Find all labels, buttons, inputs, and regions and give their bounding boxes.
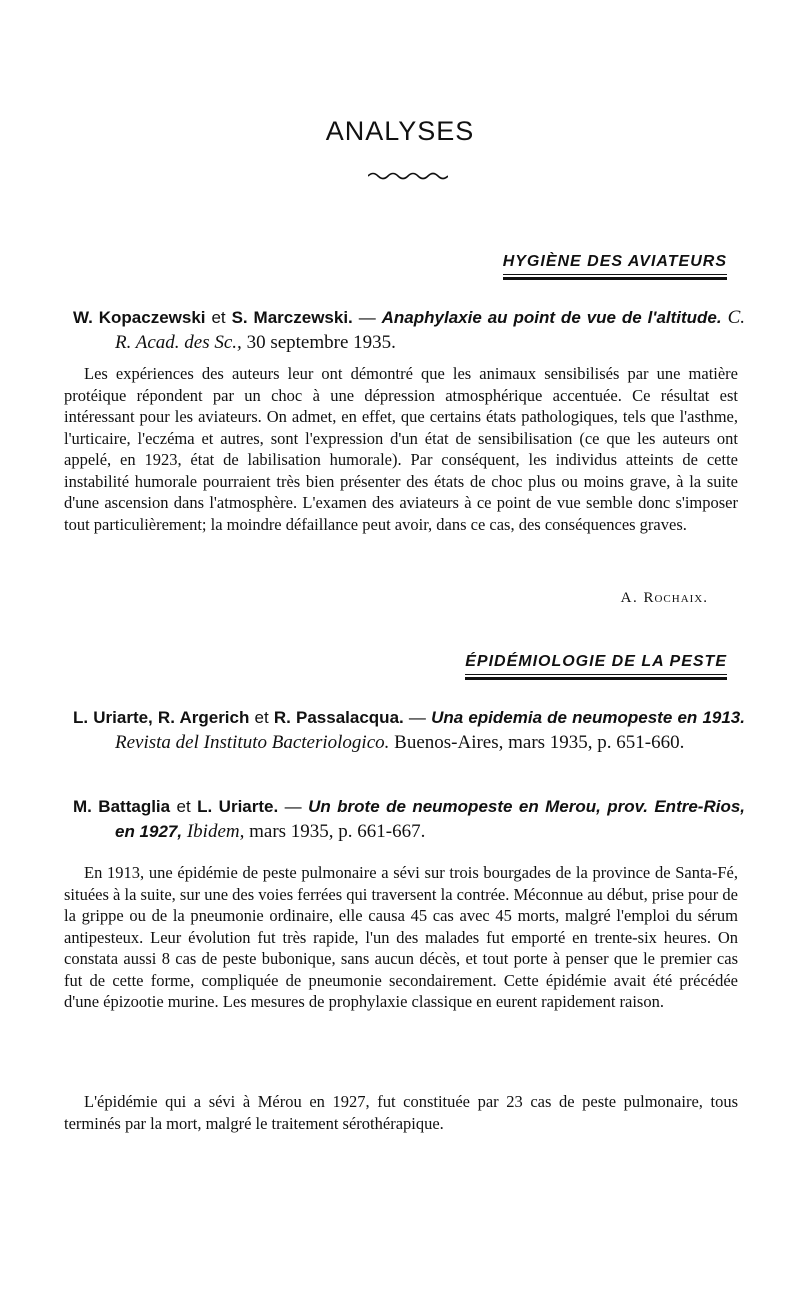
- section-heading-epidemiologie: [465, 653, 727, 680]
- journal-name: C. R. Acad. des Sc.,: [115, 307, 745, 353]
- article-title: Una epidemia de neumopeste en 1913.: [431, 708, 745, 727]
- heading-rule-thin: [465, 674, 727, 675]
- abstract-paragraph: En 1913, une épidémie de peste pulmonaire a sévi sur trois bourgades de la province de Santa-Fé, situées à la suite, sur une des voies ferrées qui traversent la contrée. Méconnue au début, prise pour de la grippe ou de la pneumonie ordinaire, elle causa 45 cas avec 45 morts, malgré l'emploi du sérum antipesteux. Leur évolution fut très rapide, l'un des malades fut emporté en trente-six heures. On constata aussi 8 cas de peste bubonique, sans aucun décès, et tout porte à penser que le premier cas fut de cette forme, compliquée de pneumonie secondairement. Cette épidémie avait été précédée d'une épizootie murine. Les mesures de prophylaxie classique en eurent rapidement raison.: [64, 863, 738, 1011]
- title-dash: —: [352, 308, 382, 327]
- page-title: ANALYSES: [325, 116, 475, 146]
- section-heading-text: ÉPIDÉMIOLOGIE DE LA PESTE: [465, 653, 727, 670]
- article-title: Anaphylaxie au point de vue de l'altitude.: [381, 308, 722, 327]
- article-title: Un brote de neumopeste en Merou, prov. Entre-Rios, en 1927,: [115, 797, 746, 841]
- section-heading-hygiene: [503, 253, 727, 280]
- reference-battaglia: [73, 794, 745, 844]
- author: L. Uriarte.: [197, 797, 279, 816]
- heading-rule-thick: [465, 677, 727, 680]
- title-ornament: [368, 170, 448, 180]
- signature-name: Rochaix.: [643, 590, 708, 606]
- reviewer-signature: [621, 590, 708, 607]
- publication-date: Buenos-Aires, mars 1935, p. 651-660.: [389, 732, 685, 753]
- publication-date: mars 1935, p. 661-667.: [244, 821, 426, 842]
- heading-rule-thin: [503, 274, 727, 275]
- abstract-paragraph: Les expériences des auteurs leur ont démontré que les animaux sensibilisés par une matière protéique répondent par un choc à une dépression atmosphérique accentuée. Ce résultat est intéressant pour les aviateurs. On admet, en effet, que certains états pathologiques, tels que l'asthme, l'urticaire, l'eczéma et autres, sont l'expression d'un état de sensibilisation (ce que les auteurs ont appelé, en 1923, état de labilisation humorale). Par conséquent, les individus atteints de cette instabilité humorale pourraient très bien présenter des états de choc plus ou moins grave, à la suite d'une ascension dans l'atmosphère. L'examen des aviateurs à ce point de vue semble donc s'imposer tout particulièrement; la moindre défaillance peut avoir, dans ce cas, des conséquences graves.: [64, 364, 738, 534]
- author-connector: et: [205, 308, 232, 327]
- title-dash: —: [278, 797, 309, 816]
- author: S. Marczewski.: [231, 308, 353, 327]
- author: W. Kopaczewski: [73, 308, 206, 327]
- author: R. Passalacqua.: [273, 708, 404, 727]
- author: M. Battaglia: [73, 797, 171, 816]
- author-connector: et: [249, 708, 274, 727]
- author: L. Uriarte, R. Argerich: [73, 708, 250, 727]
- author-connector: et: [170, 797, 198, 816]
- title-dash: —: [403, 708, 432, 727]
- reference-kopaczewski: [73, 305, 745, 355]
- journal-name: Revista del Instituto Bacteriologico.: [115, 732, 390, 753]
- reference-uriarte: [73, 705, 745, 755]
- heading-rule-thick: [503, 277, 727, 280]
- publication-date: 30 septembre 1935.: [241, 332, 396, 353]
- journal-name: Ibidem,: [182, 821, 245, 842]
- abstract-paragraph: L'épidémie qui a sévi à Mérou en 1927, fut constituée par 23 cas de peste pulmonaire, tous terminés par la mort, malgré le traitement sérothérapique.: [64, 1092, 738, 1133]
- signature-initial: A.: [620, 590, 639, 606]
- section-heading-text: HYGIÈNE DES AVIATEURS: [502, 253, 727, 270]
